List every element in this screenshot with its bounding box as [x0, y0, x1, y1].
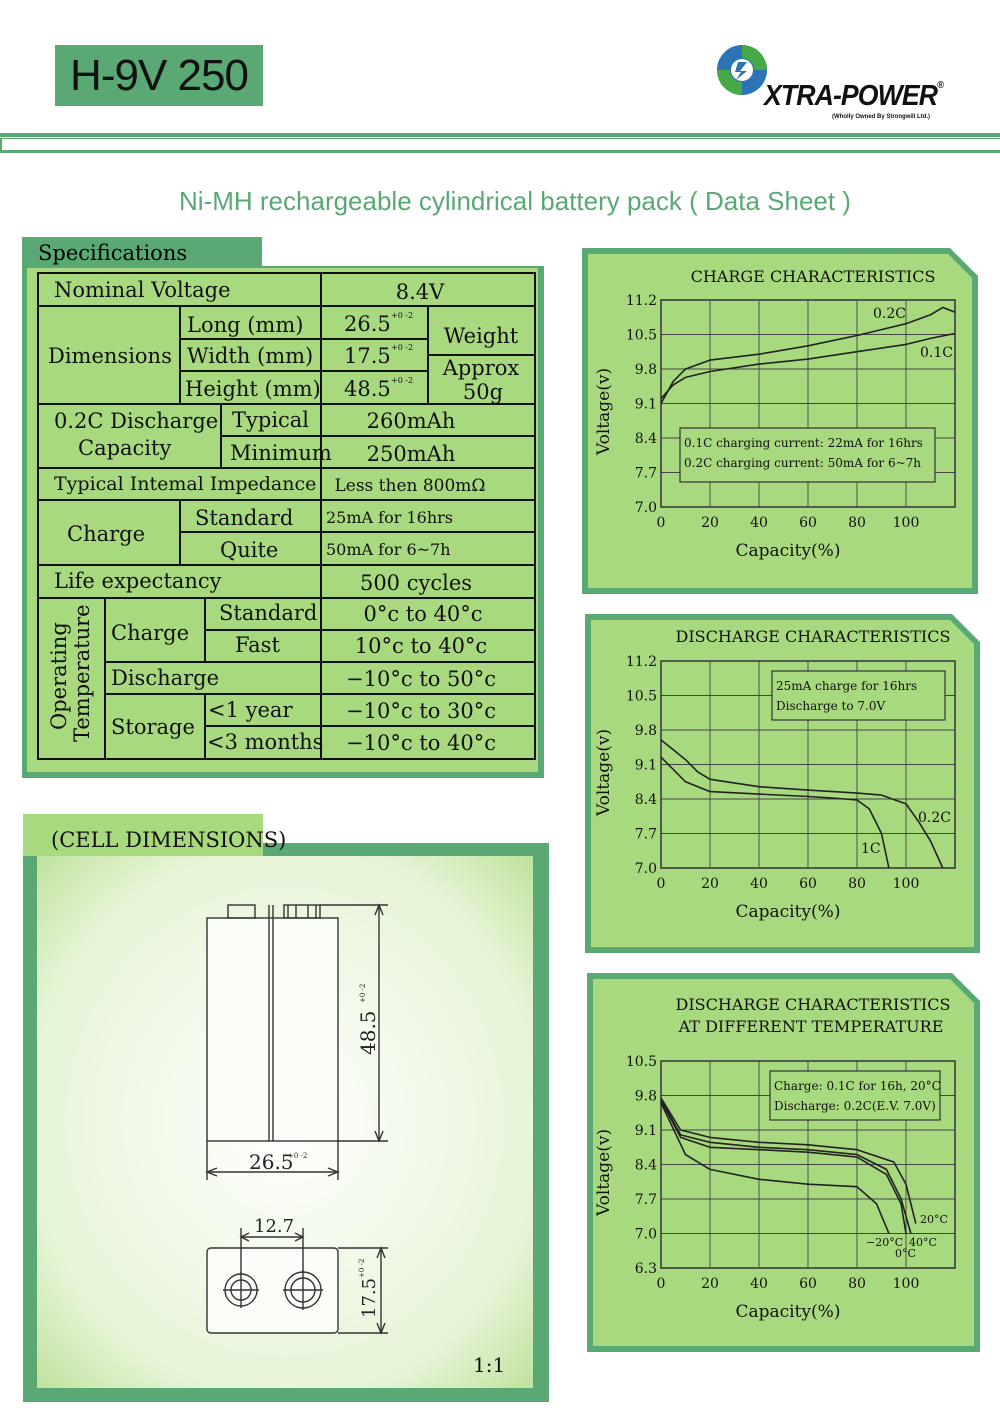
label-op-charge: Charge — [111, 621, 190, 645]
y-axis-label: Voltage(v) — [594, 1128, 614, 1217]
y-axis-label: Voltage(v) — [594, 367, 614, 456]
chart-title-2: AT DIFFERENT TEMPERATURE — [678, 1017, 944, 1036]
x-axis-label: Capacity(%) — [735, 902, 841, 922]
value-weight: 50g — [462, 380, 504, 404]
x-tick-label: 0 — [656, 515, 666, 531]
label-op-storage: Storage — [111, 715, 195, 739]
brand-tagline: (Wholly Owned By Strongwill Ltd.) — [832, 114, 930, 120]
dim-depth-tol: +0 -2 — [358, 1258, 366, 1278]
x-tick-label: 60 — [799, 515, 817, 531]
y-tick-label: 7.0 — [634, 861, 657, 877]
x-tick-label: 60 — [799, 1276, 817, 1292]
dim-width-tol: +0 -2 — [288, 1152, 308, 1160]
label-life-expectancy: Life expectancy — [54, 569, 222, 593]
chart-1 — [582, 248, 978, 594]
x-tick-label: 40 — [750, 1276, 768, 1292]
y-tick-label: 11.2 — [625, 293, 657, 309]
x-tick-label: 80 — [848, 876, 866, 892]
y-tick-label: 10.5 — [625, 327, 657, 344]
label-dimensions: Dimensions — [48, 344, 172, 368]
chart-title: DISCHARGE CHARACTERISTICS — [675, 627, 951, 646]
series-label: 0°C — [895, 1247, 916, 1260]
value-charge-standard: 25mA for 16hrs — [326, 508, 453, 527]
series-label: 0.2C — [918, 810, 951, 826]
label-width: Width (mm) — [187, 344, 314, 368]
label-weight: Weight — [443, 324, 519, 348]
label-impedance: Typical Intemal Impedance — [54, 473, 317, 495]
label-operating: Operating — [47, 622, 71, 730]
annotation-text: 25mA charge for 16hrs — [776, 679, 918, 693]
annotation-text: 0.2C charging current: 50mA for 6~7h — [684, 456, 921, 470]
label-charge: Charge — [67, 522, 146, 546]
y-tick-label: 9.8 — [634, 362, 657, 378]
label-long: Long (mm) — [187, 313, 304, 337]
value-nominal-voltage: 8.4V — [395, 280, 445, 304]
label-typical: Typical — [232, 408, 310, 432]
x-tick-label: 20 — [701, 876, 719, 892]
series-label: 1C — [861, 841, 881, 857]
model-title: H-9V 250 — [70, 51, 248, 100]
series-label: 0.1C — [920, 345, 953, 361]
x-tick-label: 20 — [701, 515, 719, 531]
y-tick-label: 7.0 — [634, 500, 657, 516]
annotation-text: Discharge: 0.2C(E.V. 7.0V) — [774, 1099, 936, 1113]
label-op-charge-fast: Fast — [235, 633, 280, 657]
y-tick-label: 8.4 — [634, 792, 657, 808]
x-tick-label: 100 — [892, 1276, 920, 1292]
label-charge-standard: Standard — [195, 506, 294, 530]
y-tick-label: 7.7 — [634, 1192, 657, 1208]
cell-dimensions-title: (CELL DIMENSIONS) — [51, 828, 287, 852]
dim-width-label: 26.5 — [249, 1150, 294, 1174]
dim-terminal-label: 12.7 — [254, 1216, 295, 1237]
y-tick-label: 10.5 — [625, 688, 657, 705]
x-tick-label: 20 — [701, 1276, 719, 1292]
chart-3 — [587, 973, 980, 1352]
value-long: 26.5 — [344, 312, 391, 336]
y-tick-label: 11.2 — [625, 654, 657, 670]
document-subtitle: Ni-MH rechargeable cylindrical battery pack ( Data Sheet ) — [179, 186, 851, 216]
label-nominal-voltage: Nominal Voltage — [54, 278, 231, 302]
drawing-scale: 1:1 — [473, 1353, 506, 1377]
label-op-storage-2: <3 months — [207, 730, 324, 754]
label-discharge-capacity: 0.2C Discharge — [54, 409, 219, 433]
y-tick-label: 8.4 — [634, 1157, 657, 1174]
annotation-text: Charge: 0.1C for 16h, 20°C — [774, 1079, 941, 1093]
value-weight-approx: Approx — [442, 356, 520, 380]
label-height: Height (mm) — [185, 377, 321, 401]
series-label: −20°C — [866, 1236, 904, 1249]
x-tick-label: 100 — [892, 515, 920, 531]
value-op-charge-fast: 10°c to 40°c — [354, 634, 488, 658]
chart-2 — [585, 614, 980, 953]
label-op-storage-1: <1 year — [208, 698, 293, 722]
x-tick-label: 40 — [750, 876, 768, 892]
x-axis-label: Capacity(%) — [735, 541, 841, 561]
tol-width: +0 -2 — [391, 343, 414, 352]
x-tick-label: 100 — [892, 876, 920, 892]
annotation-text: Discharge to 7.0V — [776, 699, 886, 713]
tol-height: +0 -2 — [391, 376, 414, 385]
annotation-text: 0.1C charging current: 22mA for 16hrs — [684, 436, 923, 450]
chart-title: CHARGE CHARACTERISTICS — [690, 267, 936, 286]
series-label: 40°C — [909, 1236, 937, 1249]
dim-height-label: 48.5 — [356, 1010, 380, 1055]
series-label: 20°C — [920, 1213, 948, 1226]
value-height: 48.5 — [344, 377, 391, 401]
y-tick-label: 9.8 — [634, 1088, 657, 1105]
value-impedance: Less then 800mΩ — [334, 476, 486, 496]
y-tick-label: 9.1 — [634, 1123, 657, 1139]
x-tick-label: 40 — [750, 515, 768, 531]
value-minimum-capacity: 250mAh — [366, 442, 456, 466]
label-charge-quick: Quite — [220, 538, 279, 562]
y-tick-label: 7.7 — [634, 826, 657, 843]
dim-depth-label: 17.5 — [359, 1277, 380, 1318]
label-minimum: Minimum — [230, 441, 332, 465]
dim-height-tol: +0 -2 — [359, 983, 367, 1003]
y-tick-label: 10.5 — [625, 1054, 657, 1070]
x-tick-label: 80 — [848, 515, 866, 531]
value-width: 17.5 — [344, 344, 391, 368]
brand-name: XTRA-POWER® — [764, 80, 943, 112]
y-tick-label: 7.0 — [634, 1226, 657, 1243]
label-temperature: Temperature — [70, 604, 94, 742]
label-capacity: Capacity — [78, 436, 172, 460]
specs-title: Specifications — [38, 241, 188, 265]
value-life-expectancy: 500 cycles — [359, 571, 473, 595]
y-tick-label: 6.3 — [634, 1261, 657, 1277]
x-tick-label: 0 — [656, 1276, 666, 1292]
value-typical-capacity: 260mAh — [366, 409, 456, 433]
value-op-charge-standard: 0°c to 40°c — [363, 602, 483, 626]
label-op-discharge: Discharge — [111, 666, 220, 690]
value-charge-quick: 50mA for 6~7h — [326, 540, 451, 559]
value-op-storage-2: −10°c to 40°c — [346, 731, 496, 755]
x-axis-label: Capacity(%) — [735, 1302, 841, 1322]
y-tick-label: 9.1 — [634, 396, 657, 413]
value-op-storage-1: −10°c to 30°c — [346, 699, 496, 723]
series-label: 0.2C — [873, 306, 906, 322]
value-op-discharge: −10°c to 50°c — [346, 667, 496, 691]
tol-long: +0 -2 — [391, 311, 414, 320]
y-tick-label: 9.1 — [634, 757, 657, 774]
x-tick-label: 0 — [656, 876, 666, 892]
y-axis-label: Voltage(v) — [594, 728, 614, 817]
x-tick-label: 60 — [799, 876, 817, 892]
x-tick-label: 80 — [848, 1276, 866, 1292]
chart-title: DISCHARGE CHARACTERISTICS — [675, 995, 951, 1014]
y-tick-label: 8.4 — [634, 431, 657, 447]
y-tick-label: 7.7 — [634, 465, 657, 482]
y-tick-label: 9.8 — [634, 723, 657, 739]
label-op-charge-standard: Standard — [219, 601, 318, 625]
